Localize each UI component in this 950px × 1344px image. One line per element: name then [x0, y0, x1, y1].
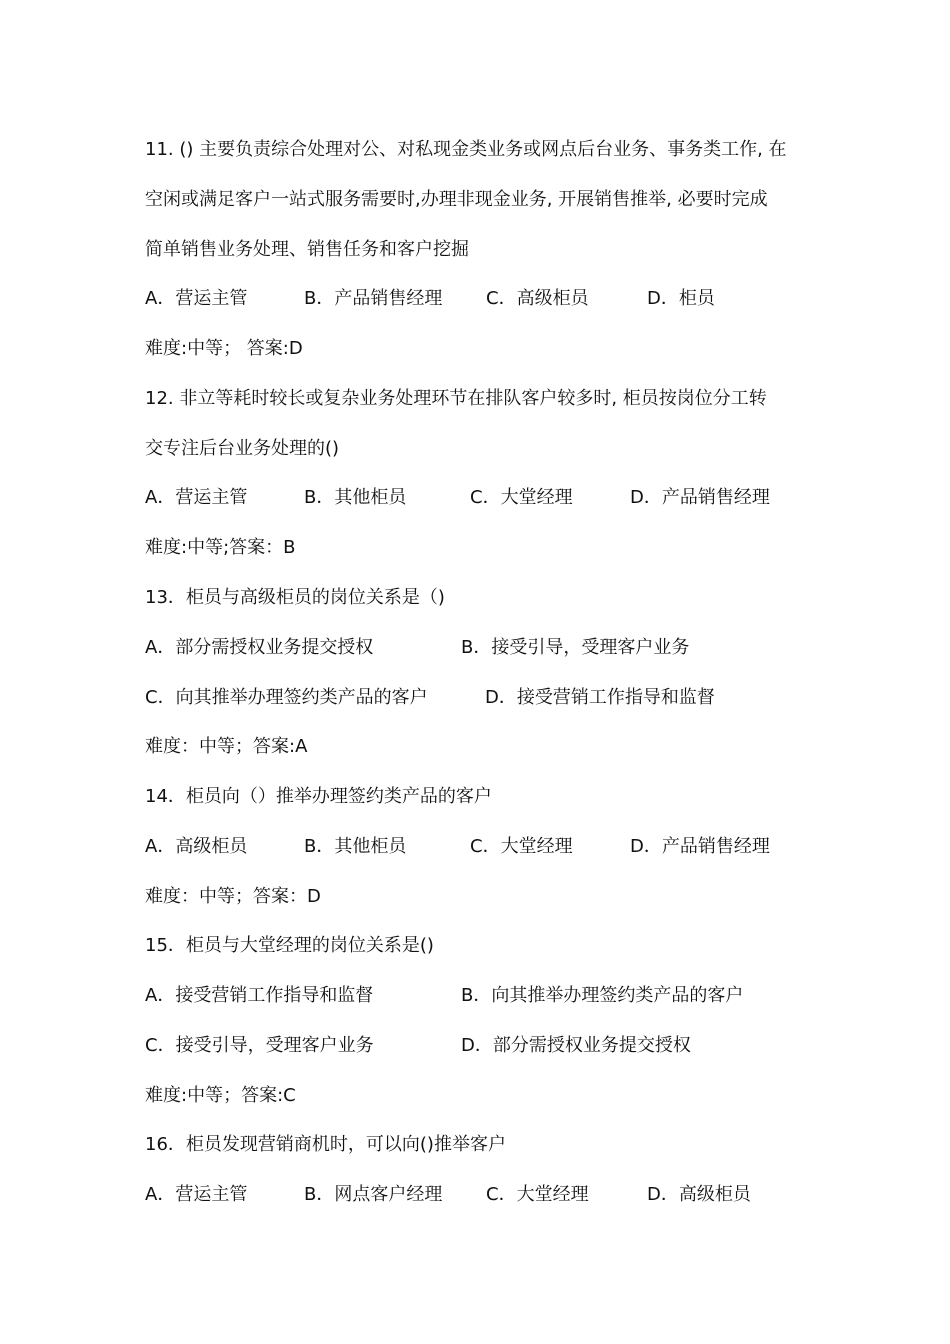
- q16-option-a: A．营运主管: [145, 1184, 248, 1205]
- q15-option-a: A．接受营销工作指导和监督: [145, 985, 374, 1006]
- q14-option-d: D．产品销售经理: [630, 836, 770, 857]
- q15-stem: 15．柜员与大堂经理的岗位关系是(): [145, 935, 434, 956]
- q11-stem-line-3: 简单销售业务处理、销售任务和客户挖掘: [145, 239, 469, 260]
- q14-answer: 难度：中等；答案：D: [145, 886, 321, 907]
- q11-option-c: C．高级柜员: [486, 288, 589, 309]
- q13-option-c: C．向其推举办理签约类产品的客户: [145, 687, 428, 708]
- q15-option-b: B．向其推举办理签约类产品的客户: [461, 985, 744, 1006]
- q12-stem-line-2: 交专注后台业务处理的(): [145, 438, 340, 459]
- q12-stem-line-1: 12. 非立等耗时较长或复杂业务处理环节在排队客户较多时, 柜员按岗位分工转: [145, 388, 767, 409]
- q12-option-b: B．其他柜员: [304, 487, 407, 508]
- q16-option-d: D．高级柜员: [647, 1184, 751, 1205]
- q12-answer: 难度:中等;答案：B: [145, 537, 296, 558]
- q12-option-c: C．大堂经理: [470, 487, 573, 508]
- q15-option-d: D．部分需授权业务提交授权: [461, 1035, 691, 1056]
- q14-option-a: A．高级柜员: [145, 836, 248, 857]
- q11-answer: 难度:中等； 答案:D: [145, 338, 303, 359]
- q16-stem: 16．柜员发现营销商机时，可以向()推举客户: [145, 1134, 506, 1155]
- q11-stem-line-2: 空闲或满足客户一站式服务需要时,办理非现金业务, 开展销售推举, 必要时完成: [145, 189, 768, 210]
- q14-option-b: B．其他柜员: [304, 836, 407, 857]
- q15-answer: 难度:中等；答案:C: [145, 1085, 296, 1106]
- q16-option-c: C．大堂经理: [486, 1184, 589, 1205]
- q14-option-c: C．大堂经理: [470, 836, 573, 857]
- q14-stem: 14．柜员向（）推举办理签约类产品的客户: [145, 786, 492, 807]
- q11-option-d: D．柜员: [647, 288, 715, 309]
- q11-stem-line-1: 11. () 主要负责综合处理对公、对私现金类业务或网点后台业务、事务类工作, 在: [145, 139, 787, 160]
- q12-option-d: D．产品销售经理: [630, 487, 770, 508]
- q13-stem: 13．柜员与高级柜员的岗位关系是（): [145, 587, 445, 608]
- q13-answer: 难度：中等；答案:A: [145, 736, 308, 757]
- q13-option-b: B．接受引导，受理客户业务: [461, 637, 690, 658]
- q13-option-d: D．接受营销工作指导和监督: [485, 687, 715, 708]
- q12-option-a: A．营运主管: [145, 487, 248, 508]
- q13-option-a: A．部分需授权业务提交授权: [145, 637, 374, 658]
- q16-option-b: B．网点客户经理: [304, 1184, 443, 1205]
- q11-option-b: B．产品销售经理: [304, 288, 443, 309]
- q11-option-a: A．营运主管: [145, 288, 248, 309]
- q15-option-c: C．接受引导，受理客户业务: [145, 1035, 374, 1056]
